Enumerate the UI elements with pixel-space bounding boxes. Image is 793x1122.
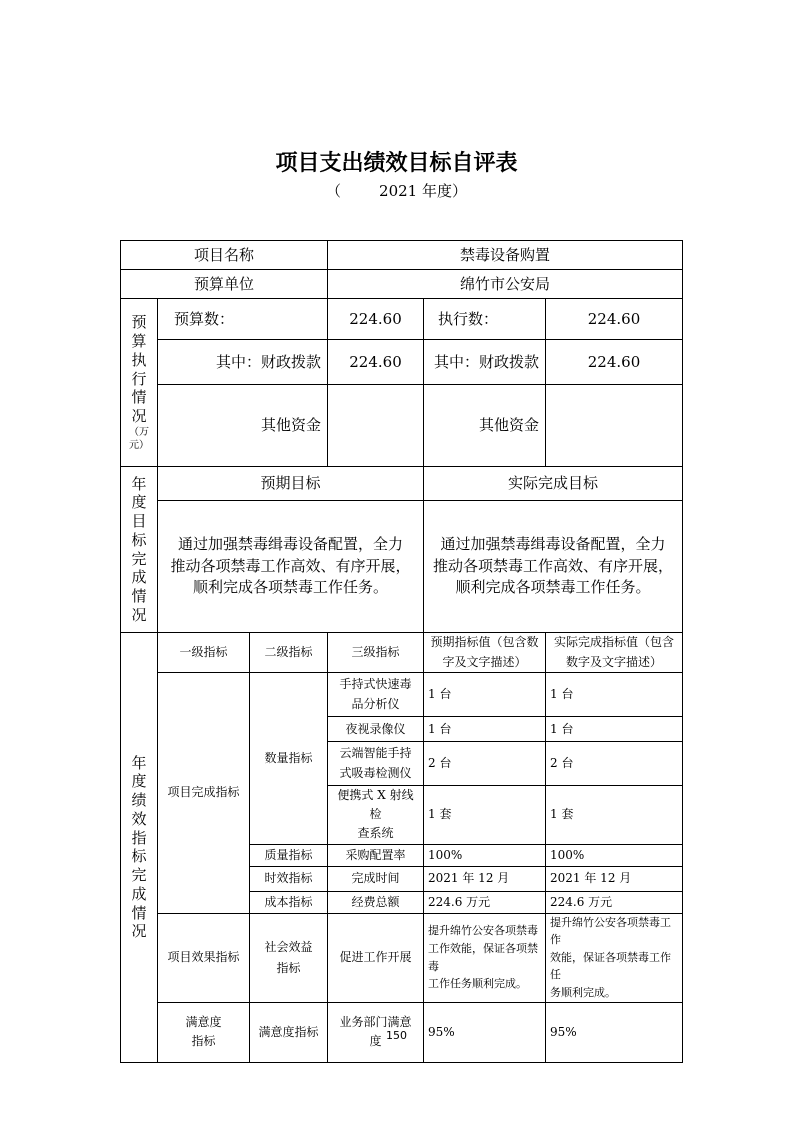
goal-text-line: 推动各项禁毒工作高效、有序开展， [433, 556, 674, 575]
satisfaction-indicator-label: 满意度 指标 [158, 1002, 250, 1062]
project-name-label: 项目名称 [121, 241, 328, 270]
indicators-side-label [121, 633, 158, 1063]
actual-value-cell: 1 台 [546, 717, 683, 742]
satisfaction-level2-label: 满意度指标 [250, 1002, 328, 1062]
side-label-char: 完 [131, 866, 147, 885]
level3-cell: 促进工作开展 [328, 913, 424, 1002]
budget-amount-label: 预算数： [158, 299, 328, 340]
quantity-indicator-label: 数量指标 [250, 673, 328, 845]
indicator-row-analyzer [121, 673, 683, 717]
side-label-unit: （万 [129, 426, 149, 438]
actual-value-cell: 95% [546, 1002, 683, 1062]
other-funds-exec-value [546, 385, 683, 467]
page-number: 150 [386, 1029, 407, 1042]
goal-text-line: 推动各项禁毒工作高效、有序开展， [170, 556, 411, 575]
side-label-char: 况 [131, 605, 147, 624]
cost-indicator-label: 成本指标 [250, 891, 328, 913]
social-benefit-label: 社会效益 指标 [250, 913, 328, 1002]
side-label-char: 度 [131, 772, 147, 791]
side-label-char: 情 [131, 903, 147, 922]
budget-side-label [121, 299, 158, 467]
level3-cell: 完成时间 [328, 866, 424, 891]
expected-goal-text [158, 501, 424, 633]
goal-text-line: 通过加强禁毒缉毒设备配置，全力 [178, 534, 404, 553]
actual-goal-text [424, 501, 683, 633]
level3-header: 三级指标 [328, 633, 424, 673]
side-label-char: 预 [131, 313, 147, 332]
side-label-char: 标 [131, 847, 147, 866]
side-label-char: 情 [131, 388, 147, 407]
execution-amount-value: 224.60 [546, 299, 683, 340]
expected-value-cell: 1 套 [424, 786, 546, 845]
level3-cell: 云端智能手持 式吸毒检测仪 [328, 742, 424, 786]
expected-value-cell: 1 台 [424, 717, 546, 742]
side-label-char: 情 [131, 587, 147, 605]
actual-value-cell: 2021 年 12 月 [546, 866, 683, 891]
actual-value-cell: 1 套 [546, 786, 683, 845]
goal-text-line: 通过加强禁毒缉毒设备配置，全力 [440, 534, 666, 553]
goal-text-line: 顺利完成各项禁毒工作任务。 [193, 578, 389, 597]
side-label-char: 效 [131, 809, 147, 828]
side-label-char: 年 [131, 474, 147, 493]
actual-value-cell: 100% [546, 844, 683, 866]
completion-indicator-label: 项目完成指标 [158, 673, 250, 914]
actual-value-cell: 224.6 万元 [546, 891, 683, 913]
expected-value-cell: 2021 年 12 月 [424, 866, 546, 891]
effect-indicator-label: 项目效果指标 [158, 913, 250, 1002]
row-project-name [121, 241, 683, 270]
other-funds-label: 其他资金 [158, 385, 328, 467]
fiscal-exec-label: 其中：财政拨款 [424, 340, 546, 385]
expected-value-cell: 1 台 [424, 673, 546, 717]
expected-value-cell: 95% [424, 1002, 546, 1062]
fiscal-budget-label: 其中：财政拨款 [158, 340, 328, 385]
side-label-char: 行 [131, 369, 147, 388]
year-open-paren: （ [326, 182, 342, 200]
side-label-char: 况 [131, 407, 147, 425]
level3-cell: 经费总额 [328, 891, 424, 913]
level2-header: 二级指标 [250, 633, 328, 673]
row-budget-unit [121, 270, 683, 299]
self-evaluation-table [120, 240, 683, 1063]
expected-value-cell: 2 台 [424, 742, 546, 786]
row-indicator-headers [121, 633, 683, 673]
actual-value-cell: 2 台 [546, 742, 683, 786]
budget-unit-value: 绵竹市公安局 [328, 270, 683, 299]
expected-value-cell: 100% [424, 844, 546, 866]
row-other-funds [121, 385, 683, 467]
goal-text-line: 顺利完成各项禁毒工作任务。 [455, 578, 651, 597]
timeliness-indicator-label: 时效指标 [250, 866, 328, 891]
year-line [0, 180, 793, 201]
side-label-char: 指 [131, 828, 147, 847]
side-label-char: 年 [131, 753, 147, 772]
row-goal-content [121, 501, 683, 633]
expected-goal-header: 预期目标 [158, 467, 424, 501]
side-label-char: 绩 [131, 791, 147, 810]
side-label-unit: 元） [129, 439, 149, 451]
level1-header: 一级指标 [158, 633, 250, 673]
goals-side-label [121, 467, 158, 633]
level3-cell: 夜视录像仪 [328, 717, 424, 742]
actual-value-header: 实际完成指标值（包含 数字及文字描述） [546, 633, 683, 673]
side-label-char: 执 [131, 350, 147, 369]
quality-indicator-label: 质量指标 [250, 844, 328, 866]
row-fiscal-allocation [121, 340, 683, 385]
level3-cell: 业务部门满意 度 [328, 1002, 424, 1062]
side-label-char: 算 [131, 332, 147, 350]
row-goal-headers [121, 467, 683, 501]
side-label-char: 标 [131, 530, 147, 549]
execution-amount-label: 执行数： [424, 299, 546, 340]
document-title: 项目支出绩效目标自评表 [275, 151, 518, 176]
fiscal-budget-value: 224.60 [328, 340, 424, 385]
expected-value-cell: 提升绵竹公安各项禁毒 工作效能，保证各项禁毒 工作任务顺利完成。 [424, 913, 546, 1002]
year-label: 2021 年度） [379, 182, 467, 200]
fiscal-exec-value: 224.60 [546, 340, 683, 385]
other-funds-value [328, 385, 424, 467]
budget-unit-label: 预算单位 [121, 270, 328, 299]
actual-value-cell: 提升绵竹公安各项禁毒工作 效能，保证各项禁毒工作任 务顺利完成。 [546, 913, 683, 1002]
budget-amount-value: 224.60 [328, 299, 424, 340]
actual-value-cell: 1 台 [546, 673, 683, 717]
side-label-char: 度 [131, 493, 147, 512]
level3-cell: 采购配置率 [328, 844, 424, 866]
level3-cell: 便携式 X 射线检 查系统 [328, 786, 424, 845]
side-label-char: 成 [131, 884, 147, 903]
actual-goal-header: 实际完成目标 [424, 467, 683, 501]
side-label-char: 况 [131, 922, 147, 941]
row-budget-total [121, 299, 683, 340]
side-label-char: 成 [131, 568, 147, 587]
indicator-row-effect [121, 913, 683, 1002]
other-funds-exec-label: 其他资金 [424, 385, 546, 467]
side-label-char: 目 [131, 512, 147, 530]
side-label-char: 完 [131, 549, 147, 568]
level3-cell: 手持式快速毒 品分析仪 [328, 673, 424, 717]
expected-value-cell: 224.6 万元 [424, 891, 546, 913]
expected-value-header: 预期指标值（包含数 字及文字描述） [424, 633, 546, 673]
project-name-value: 禁毒设备购置 [328, 241, 683, 270]
